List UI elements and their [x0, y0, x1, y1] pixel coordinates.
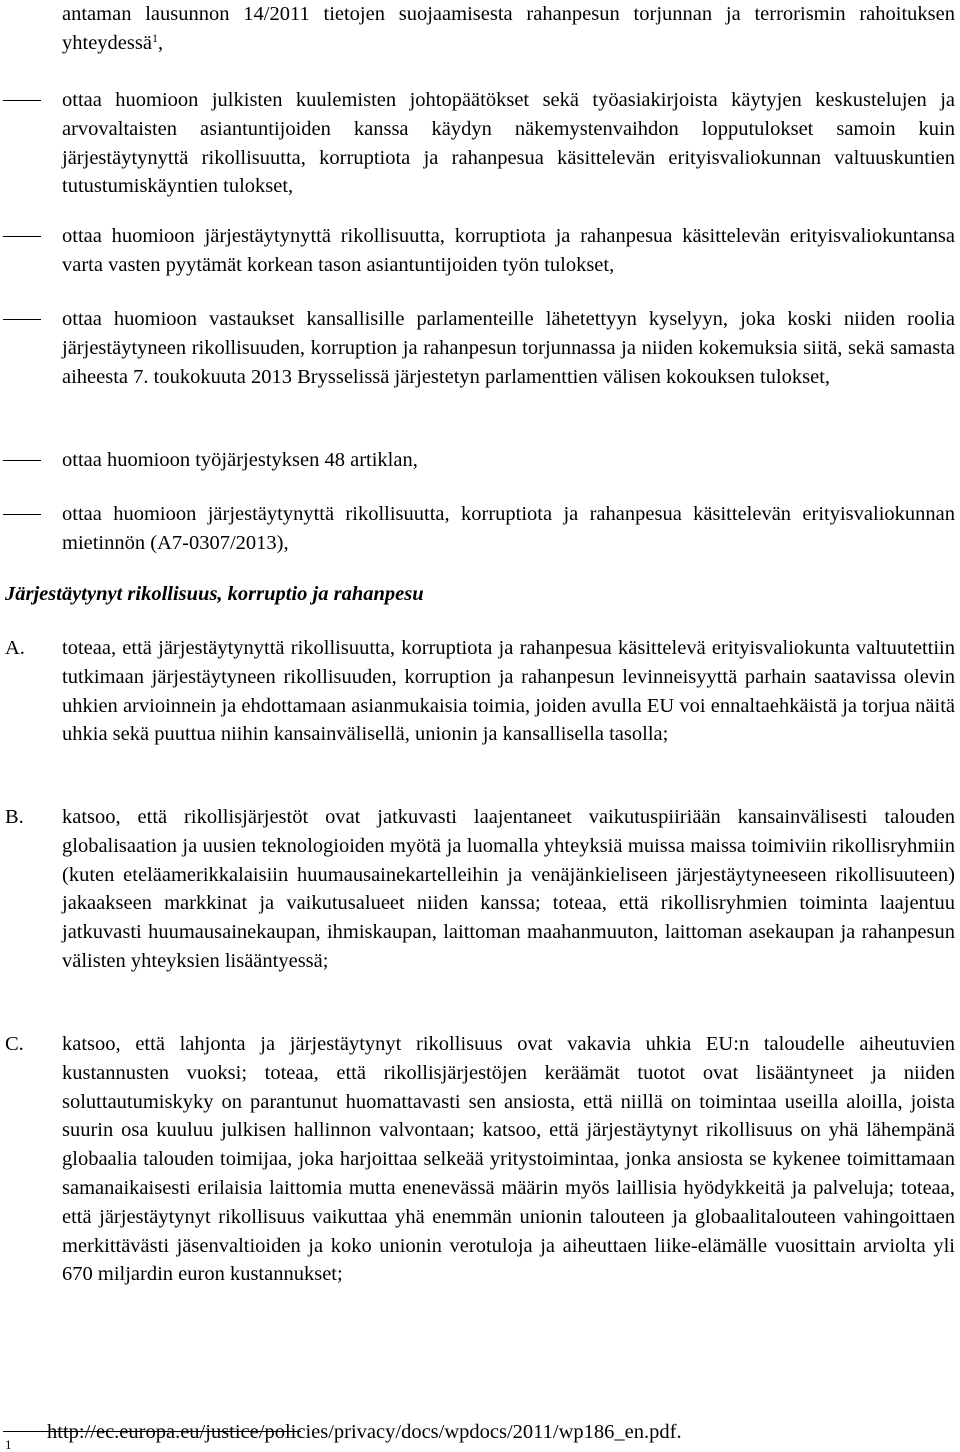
citation-text: ottaa huomioon vastaukset kansallisille parlamenteille lähetettyyn kyselyyn, joka koski niiden roolia järjestäytyneen rikollisuuden, korruption ja rahanpesun torjunnassa ja niiden kokemuksia siitä, sekä samasta aiheesta 7. toukokuuta 2013 Brysselissä järjestetyn parlamenttien välisen kokouksen tulokset, — [62, 308, 955, 388]
paragraph-text: antaman lausunnon 14/2011 tietojen suojaamisesta rahanpesun torjunnan ja terrorismin rahoituksen yhteydessä$^1$, — [62, 3, 955, 54]
citation-text: ottaa huomioon järjestäytynyttä rikollisuutta, korruptiota ja rahanpesua käsittelevän erityisvaliokunnan mietinnön (A7-0307/2013), — [62, 503, 955, 554]
section-heading: Järjestäytynyt rikollisuus, korruptio ja rahanpesu — [5, 583, 424, 605]
citation-text: ottaa huomioon työjärjestyksen 48 artiklan, — [62, 449, 418, 471]
recital-text: toteaa, että järjestäytynyttä rikollisuutta, korruptiota ja rahanpesua käsittelevä erityisvaliokunta valtuutettiin tutkimaan järjestäytyneen rikollisuuden, korruption ja rahanpesun levinneisyyttä parhain saatavissa olevin uhkien arvioinnein ja ehdottamaan asianmukaisia toimia, joiden avulla EU voi ennaltaehkäistä ja torjua näitä uhkia sekä puuttua niihin kansainvälisellä, unionin ja kansallisella tasolla; — [62, 637, 955, 746]
footnote-mark: 1 — [5, 1437, 12, 1452]
footnote-link[interactable]: http://ec.europa.eu/justice/policies/privacy/docs/wpdocs/2011/wp186_en.pdf. — [47, 1421, 682, 1443]
recital-text: katsoo, että lahjonta ja järjestäytynyt rikollisuus ovat vakavia uhkia EU:n taloudelle aiheutuvien kustannusten vuoksi; toteaa, että rikollisjärjestöjen keräämät tuotot ovat lisääntyneet ja niiden soluttautumiskyky on parantunut huomattavasti sen ansiosta, että niillä on toimintaa useilla aloilla, joista suurin osa kuuluu julkisen hallinnon valvontaan; katsoo, että järjestäytynyt rikollisuus on yhä lähempänä globaalia talouden toimijaa, joka harjoittaa selkeää yritystoimintaa, jonka ansiosta se kykenee toimittamaan samanaikaisesti erilaisia laittomia mutta enenevässä määrin myös laillisia hyödykkeitä ja palveluja; toteaa, että järjestäytynyt rikollisuus vaikuttaa yhä enemmän unionin talouteen ja globaalitalouteen vahingoittaen merkittävästi jäsenvaltioiden ja koko unionin verotuloja ja aiheuttaen liike-elämälle vuosittain arviolta yli 670 miljardin euron kustannukset; — [62, 1033, 955, 1286]
recital-label: A. — [5, 637, 25, 659]
recital-text: katsoo, että rikollisjärjestöt ovat jatkuvasti laajentaneet vaikutuspiiriään kansainvälisesti talouden globalisaation ja uusien teknologioiden myötä ja luomalla yhteyksiä muissa maissa toimiviin rikollisryhmiin (kuten eteläamerikkalaisiin huumausainekartelleihin ja venäjänkieliseen järjestäytyneeseen rikollisuuteen) jakaakseen markkinat ja vaikutusalueet niiden kanssa; toteaa, että rikollisryhmien toiminta laajentuu jatkuvasti huumausainekaupan, ihmiskaupan, laittoman maahanmuuton, laittoman asekaupan ja rahanpesun välisten yhteyksien lisääntyessä; — [62, 806, 955, 972]
citation-text: ottaa huomioon julkisten kuulemisten johtopäätökset sekä työasiakirjoista käytyjen keskustelujen ja arvovaltaisten asiantuntijoiden kanssa käydyn näkemystenvaihdon lopputulokset samoin kuin järjestäytynyttä rikollisuutta, korruptiota ja rahanpesua käsittelevän erityisvaliokunnan valtuuskuntien tutustumiskäyntien tulokset, — [62, 89, 955, 198]
footnote-reference[interactable]: 1 — [151, 30, 158, 45]
citation-text: ottaa huomioon järjestäytynyttä rikollisuutta, korruptiota ja rahanpesua käsittelevän erityisvaliokuntansa varta vasten pyytämät korkean tason asiantuntijoiden työn tulokset, — [62, 225, 955, 276]
recital-label: C. — [5, 1033, 24, 1055]
recital-label: B. — [5, 806, 24, 828]
